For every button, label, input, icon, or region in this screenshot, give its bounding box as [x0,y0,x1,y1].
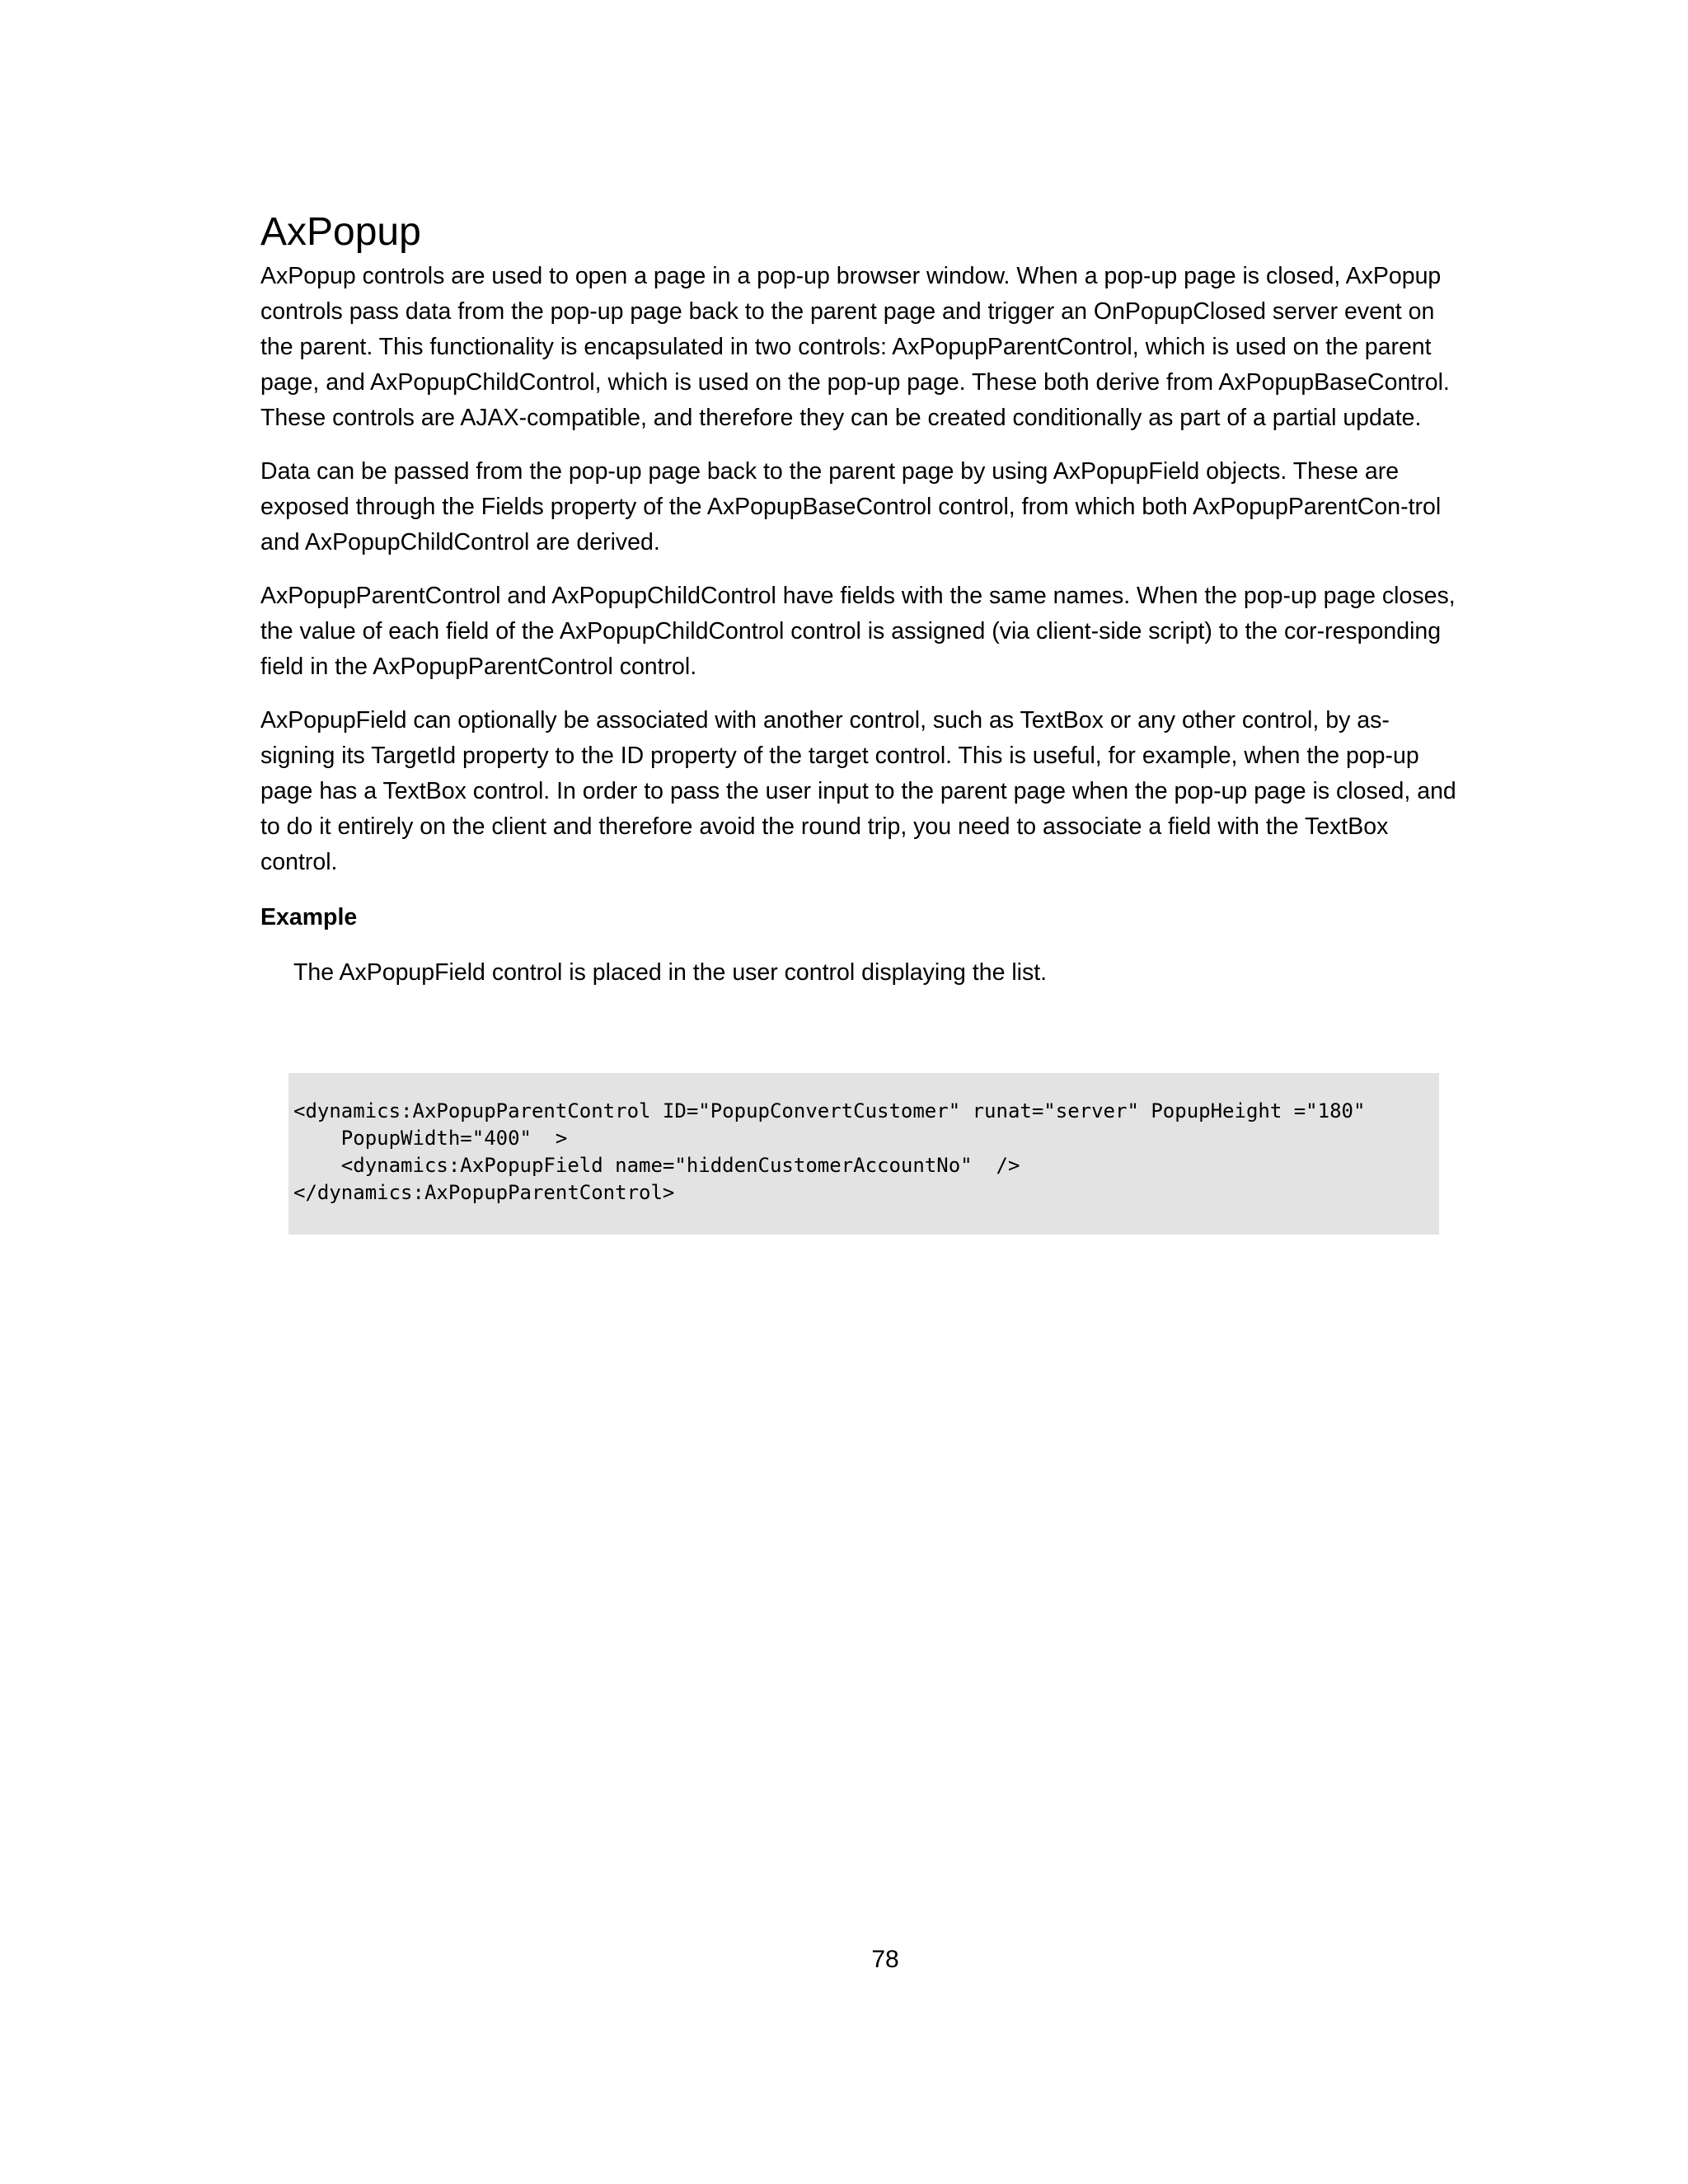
code-line: PopupWidth="400" > [293,1127,568,1150]
code-line: <dynamics:AxPopupParentControl ID="PopupConvertCustomer" runat="server" PopupHeight ="180" [293,1099,1366,1122]
example-intro: The AxPopupField control is placed in the user control displaying the list. [293,959,1048,986]
code-block [288,1073,1439,1235]
code-line: <dynamics:AxPopupField name="hiddenCustomerAccountNo" /> [293,1154,1020,1177]
paragraph-field-names: AxPopupParentControl and AxPopupChildControl have fields with the same names. When the pop-up page closes, the value of each field of the AxPopupChildControl control is assigned (via client-side script) to the cor-responding field in the AxPopupParentControl control. [260,583,1456,680]
section-title: AxPopup [260,210,421,254]
example-heading: Example [260,904,358,930]
paragraph-data-passing: Data can be passed from the pop-up page back to the parent page by using AxPopupField objects. These are exposed through the Fields property of the AxPopupBaseControl control, from which both AxPopupParentCon-trol and AxPopupChildControl are derived. [260,458,1442,555]
paragraph-target-id: AxPopupField can optionally be associated with another control, such as TextBox or any other control, by as-signing its TargetId property to the ID property of the target control. This is useful, for example, when the pop-up page has a TextBox control. In order to pass the user input to the parent page when the pop-up page is closed, and to do it entirely on the client and therefore avoid the round trip, you need to associate a field with the TextBox control. [260,707,1456,875]
code-line: </dynamics:AxPopupParentControl> [293,1181,675,1204]
page-number: 78 [871,1946,899,1973]
page-content [260,206,1464,991]
paragraph-intro: AxPopup controls are used to open a page in a pop-up browser window. When a pop-up page is closed, AxPopup controls pass data from the pop-up page back to the parent page and trigger an OnPopupClosed server event on the parent. This functionality is encapsulated in two controls: AxPopupParentControl, which is used on the parent page, and AxPopupChildControl, which is used on the pop-up page. These both derive from AxPopupBaseControl. These controls are AJAX-compatible, and therefore they can be created conditionally as part of a partial update. [260,263,1450,431]
